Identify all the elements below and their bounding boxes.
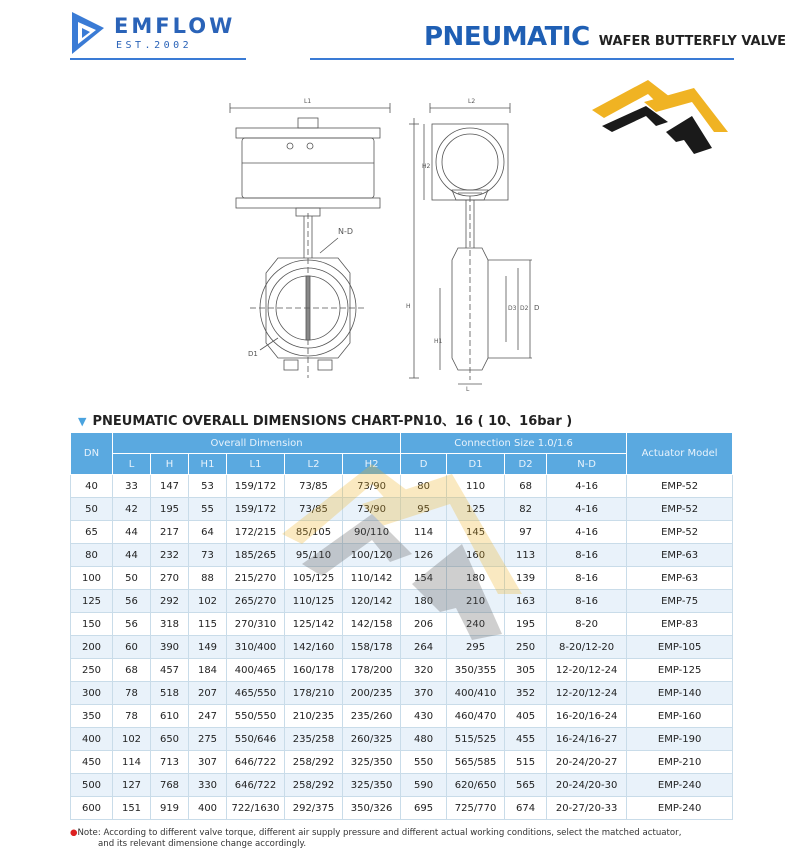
label-D: D: [534, 304, 540, 312]
table-cell: 515/525: [447, 728, 505, 751]
table-cell: 115: [189, 613, 227, 636]
table-cell: 120/142: [343, 590, 401, 613]
table-cell: 163: [505, 590, 547, 613]
table-cell: EMP-125: [627, 659, 733, 682]
table-cell: 305: [505, 659, 547, 682]
table-cell: 240: [447, 613, 505, 636]
table-cell: 919: [151, 797, 189, 820]
table-cell: 215/270: [227, 567, 285, 590]
table-cell: 565/585: [447, 751, 505, 774]
table-cell: 8-16: [547, 567, 627, 590]
table-cell: 105/125: [285, 567, 343, 590]
table-cell: 78: [113, 682, 151, 705]
table-cell: 200/235: [343, 682, 401, 705]
table-cell: 44: [113, 521, 151, 544]
table-cell: 97: [505, 521, 547, 544]
table-cell: 300: [71, 682, 113, 705]
table-cell: 292: [151, 590, 189, 613]
table-cell: EMP-83: [627, 613, 733, 636]
table-cell: 150: [71, 613, 113, 636]
header-overall-dimension: Overall Dimension: [113, 433, 401, 454]
header-rule-right: [310, 58, 734, 60]
page-title-main: PNEUMATIC: [424, 22, 590, 52]
table-cell: 100: [71, 567, 113, 590]
table-cell: 350/326: [343, 797, 401, 820]
table-cell: 465/550: [227, 682, 285, 705]
table-cell: 206: [401, 613, 447, 636]
subheader-cell: L2: [285, 454, 343, 475]
table-cell: 195: [151, 498, 189, 521]
table-row: [71, 567, 733, 590]
table-row: [71, 774, 733, 797]
table-cell: 210/235: [285, 705, 343, 728]
label-ND: N-D: [338, 227, 354, 236]
table-cell: 142/158: [343, 613, 401, 636]
table-cell: 232: [151, 544, 189, 567]
table-cell: 207: [189, 682, 227, 705]
label-L1: L1: [304, 98, 312, 105]
table-cell: 50: [113, 567, 151, 590]
table-cell: 325/350: [343, 751, 401, 774]
table-cell: 12-20/12-24: [547, 682, 627, 705]
brand-logo: [70, 10, 236, 58]
table-cell: 260/325: [343, 728, 401, 751]
triangle-bullet-icon: ▼: [78, 415, 87, 428]
table-cell: 16-24/16-27: [547, 728, 627, 751]
subheader-cell: L1: [227, 454, 285, 475]
table-cell: EMP-75: [627, 590, 733, 613]
table-cell: 500: [71, 774, 113, 797]
table-cell: 40: [71, 475, 113, 498]
table-row: [71, 728, 733, 751]
table-cell: 110: [447, 475, 505, 498]
table-cell: 275: [189, 728, 227, 751]
table-cell: 515: [505, 751, 547, 774]
table-cell: 56: [113, 590, 151, 613]
table-cell: 646/722: [227, 774, 285, 797]
table-cell: 405: [505, 705, 547, 728]
table-cell: 149: [189, 636, 227, 659]
emflow-logo-icon: [70, 10, 110, 56]
table-cell: 4-16: [547, 521, 627, 544]
table-cell: 55: [189, 498, 227, 521]
table-cell: 73/85: [285, 475, 343, 498]
table-cell: 114: [113, 751, 151, 774]
chart-title-text: PNEUMATIC OVERALL DIMENSIONS CHART-PN10、16 ( 10、16bar ): [92, 414, 573, 429]
table-cell: 550/646: [227, 728, 285, 751]
table-cell: 480: [401, 728, 447, 751]
table-row: [71, 797, 733, 820]
table-cell: 73: [189, 544, 227, 567]
table-cell: 78: [113, 705, 151, 728]
table-cell: 235/260: [343, 705, 401, 728]
table-cell: 350/355: [447, 659, 505, 682]
table-cell: 258/292: [285, 751, 343, 774]
table-cell: 33: [113, 475, 151, 498]
header-dn: DN: [71, 433, 113, 475]
table-row: [71, 544, 733, 567]
table-cell: 400: [71, 728, 113, 751]
subheader-cell: H2: [343, 454, 401, 475]
table-cell: 160: [447, 544, 505, 567]
table-cell: 180: [401, 590, 447, 613]
label-L: L: [466, 386, 470, 393]
table-cell: 768: [151, 774, 189, 797]
table-cell: 460/470: [447, 705, 505, 728]
table-cell: 330: [189, 774, 227, 797]
label-H1: H1: [434, 338, 443, 345]
table-cell: 646/722: [227, 751, 285, 774]
table-header-row: [71, 433, 733, 454]
table-row: [71, 636, 733, 659]
table-cell: EMP-52: [627, 475, 733, 498]
table-cell: 172/215: [227, 521, 285, 544]
table-cell: 8-16: [547, 544, 627, 567]
table-cell: 250: [505, 636, 547, 659]
dimension-table: [70, 432, 733, 820]
table-cell: 8-16: [547, 590, 627, 613]
table-cell: 154: [401, 567, 447, 590]
table-cell: 320: [401, 659, 447, 682]
chart-title: [78, 410, 572, 429]
label-D2: D2: [520, 305, 529, 312]
subheader-cell: H1: [189, 454, 227, 475]
table-cell: 53: [189, 475, 227, 498]
table-cell: 102: [189, 590, 227, 613]
table-cell: 258/292: [285, 774, 343, 797]
header-connection-size: Connection Size 1.0/1.6: [401, 433, 627, 454]
table-cell: 64: [189, 521, 227, 544]
table-cell: 400: [189, 797, 227, 820]
table-cell: 12-20/12-24: [547, 659, 627, 682]
table-cell: 695: [401, 797, 447, 820]
table-cell: EMP-52: [627, 521, 733, 544]
label-H: H: [406, 303, 411, 310]
header-rule-left: [70, 58, 246, 60]
table-cell: 270/310: [227, 613, 285, 636]
table-cell: 235/258: [285, 728, 343, 751]
table-cell: 4-16: [547, 475, 627, 498]
table-cell: 125: [71, 590, 113, 613]
table-cell: 600: [71, 797, 113, 820]
subheader-cell: D2: [505, 454, 547, 475]
table-cell: 265/270: [227, 590, 285, 613]
table-cell: 68: [505, 475, 547, 498]
table-cell: 450: [71, 751, 113, 774]
table-cell: 352: [505, 682, 547, 705]
table-cell: 713: [151, 751, 189, 774]
table-cell: 159/172: [227, 498, 285, 521]
table-row: [71, 590, 733, 613]
table-cell: 16-20/16-24: [547, 705, 627, 728]
table-cell: 292/375: [285, 797, 343, 820]
table-cell: 8-20/12-20: [547, 636, 627, 659]
table-row: [71, 659, 733, 682]
table-cell: EMP-190: [627, 728, 733, 751]
table-cell: 178/200: [343, 659, 401, 682]
table-cell: EMP-240: [627, 797, 733, 820]
table-cell: 310/400: [227, 636, 285, 659]
table-cell: 158/178: [343, 636, 401, 659]
table-cell: 73/85: [285, 498, 343, 521]
table-cell: 400/465: [227, 659, 285, 682]
table-cell: EMP-52: [627, 498, 733, 521]
table-cell: EMP-160: [627, 705, 733, 728]
label-H2: H2: [422, 163, 431, 170]
table-row: [71, 751, 733, 774]
table-cell: 160/178: [285, 659, 343, 682]
table-row: [71, 498, 733, 521]
footnote-line-2: and its relevant dimensione change accordingly.: [98, 839, 307, 849]
table-cell: EMP-63: [627, 567, 733, 590]
page-title: [424, 22, 786, 52]
table-cell: EMP-210: [627, 751, 733, 774]
table-cell: 457: [151, 659, 189, 682]
brand-established: EST.2002: [116, 40, 193, 51]
table-cell: 184: [189, 659, 227, 682]
table-cell: 610: [151, 705, 189, 728]
table-cell: 95: [401, 498, 447, 521]
table-cell: 674: [505, 797, 547, 820]
subheader-cell: D: [401, 454, 447, 475]
table-cell: 125: [447, 498, 505, 521]
table-cell: 127: [113, 774, 151, 797]
table-cell: 85/105: [285, 521, 343, 544]
table-cell: 264: [401, 636, 447, 659]
table-cell: 50: [71, 498, 113, 521]
table-cell: 60: [113, 636, 151, 659]
table-cell: 20-27/20-33: [547, 797, 627, 820]
table-cell: 102: [113, 728, 151, 751]
table-cell: 650: [151, 728, 189, 751]
table-cell: 73/90: [343, 498, 401, 521]
table-cell: 73/90: [343, 475, 401, 498]
table-cell: 307: [189, 751, 227, 774]
subheader-cell: N-D: [547, 454, 627, 475]
table-cell: 80: [71, 544, 113, 567]
table-cell: 430: [401, 705, 447, 728]
table-cell: 65: [71, 521, 113, 544]
table-cell: 590: [401, 774, 447, 797]
table-cell: 210: [447, 590, 505, 613]
footnote: [70, 828, 681, 850]
table-row: [71, 521, 733, 544]
table-cell: 142/160: [285, 636, 343, 659]
brand-name: EMFLOW: [114, 14, 236, 38]
table-cell: 350: [71, 705, 113, 728]
table-cell: 139: [505, 567, 547, 590]
table-cell: 90/110: [343, 521, 401, 544]
table-cell: 126: [401, 544, 447, 567]
table-cell: 145: [447, 521, 505, 544]
table-row: [71, 705, 733, 728]
table-body: [71, 475, 733, 820]
table-cell: 159/172: [227, 475, 285, 498]
table-cell: 56: [113, 613, 151, 636]
footnote-line-1: Note: According to different valve torque, different air supply pressure and different actual working conditions, select the matched actuator,: [77, 828, 682, 838]
table-cell: 82: [505, 498, 547, 521]
table-cell: EMP-63: [627, 544, 733, 567]
valve-technical-drawing: [200, 88, 560, 393]
table-cell: 390: [151, 636, 189, 659]
table-row: [71, 475, 733, 498]
table-cell: 725/770: [447, 797, 505, 820]
table-cell: 550/550: [227, 705, 285, 728]
table-cell: 68: [113, 659, 151, 682]
table-cell: 195: [505, 613, 547, 636]
bullet-dot-icon: ●: [70, 828, 78, 838]
brand-mark-icon: [582, 78, 732, 158]
table-cell: 114: [401, 521, 447, 544]
table-cell: 88: [189, 567, 227, 590]
table-cell: 125/142: [285, 613, 343, 636]
table-cell: 295: [447, 636, 505, 659]
table-cell: 250: [71, 659, 113, 682]
table-row: [71, 682, 733, 705]
table-cell: 518: [151, 682, 189, 705]
subheader-cell: D1: [447, 454, 505, 475]
table-cell: 20-24/20-27: [547, 751, 627, 774]
table-cell: 44: [113, 544, 151, 567]
table-cell: 151: [113, 797, 151, 820]
table-cell: EMP-140: [627, 682, 733, 705]
table-cell: 370: [401, 682, 447, 705]
table-cell: 110/125: [285, 590, 343, 613]
subheader-cell: H: [151, 454, 189, 475]
table-cell: 20-24/20-30: [547, 774, 627, 797]
table-cell: 565: [505, 774, 547, 797]
label-D3: D3: [508, 305, 517, 312]
table-cell: 400/410: [447, 682, 505, 705]
label-L2: L2: [468, 98, 476, 105]
subheader-cell: L: [113, 454, 151, 475]
table-cell: 185/265: [227, 544, 285, 567]
table-cell: 110/142: [343, 567, 401, 590]
table-row: [71, 613, 733, 636]
label-D1: D1: [248, 350, 258, 358]
table-cell: 318: [151, 613, 189, 636]
table-cell: 325/350: [343, 774, 401, 797]
header-actuator-model: Actuator Model: [627, 433, 733, 475]
table-cell: 620/650: [447, 774, 505, 797]
table-cell: 217: [151, 521, 189, 544]
table-cell: 180: [447, 567, 505, 590]
table-cell: 80: [401, 475, 447, 498]
table-cell: 147: [151, 475, 189, 498]
table-cell: 722/1630: [227, 797, 285, 820]
table-cell: 455: [505, 728, 547, 751]
table-cell: EMP-105: [627, 636, 733, 659]
table-cell: 95/110: [285, 544, 343, 567]
table-cell: 270: [151, 567, 189, 590]
table-cell: 100/120: [343, 544, 401, 567]
page-title-sub: WAFER BUTTERFLY VALVE: [598, 34, 787, 49]
table-cell: 113: [505, 544, 547, 567]
table-cell: EMP-240: [627, 774, 733, 797]
table-cell: 4-16: [547, 498, 627, 521]
table-cell: 247: [189, 705, 227, 728]
table-cell: 550: [401, 751, 447, 774]
table-cell: 8-20: [547, 613, 627, 636]
table-cell: 200: [71, 636, 113, 659]
table-cell: 178/210: [285, 682, 343, 705]
table-cell: 42: [113, 498, 151, 521]
